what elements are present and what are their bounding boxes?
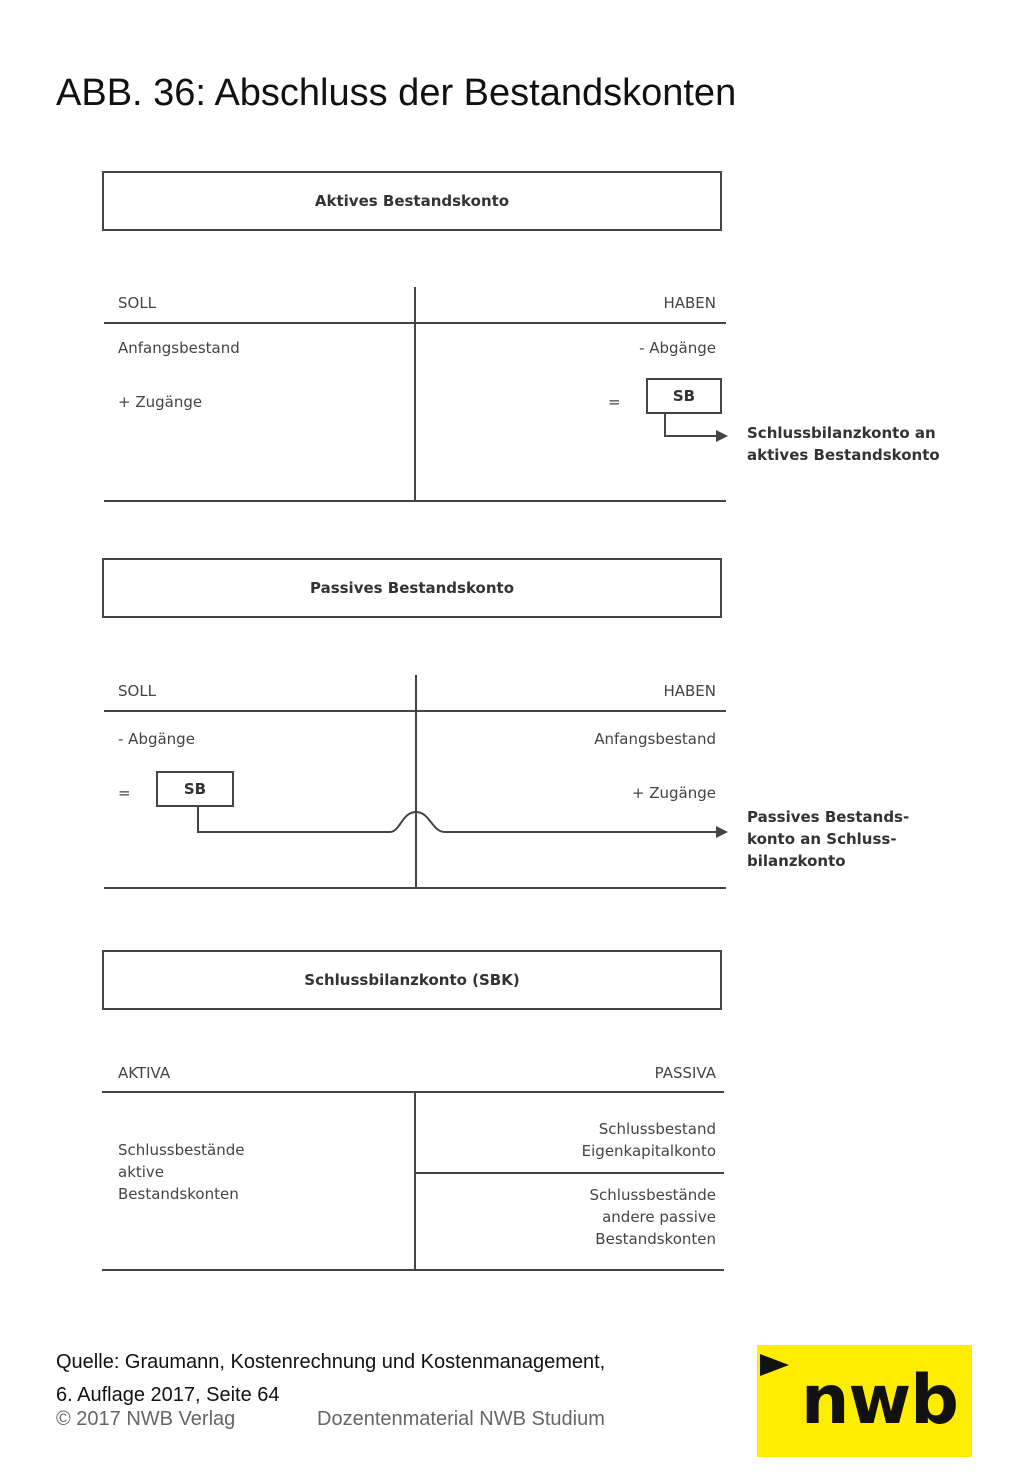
passiv-zugaenge: + Zugänge — [631, 784, 716, 802]
passiv-connector-line — [198, 806, 716, 832]
logo-triangle-icon — [757, 1351, 797, 1391]
aktiv-sb-label: SB — [672, 387, 696, 405]
passiv-equals: = — [118, 784, 131, 802]
sbk-passiva-label: PASSIVA — [654, 1064, 716, 1082]
aktiv-arrow-label-line: Schlussbilanzkonto an — [747, 424, 936, 442]
aktiv-arrow-label-line: aktives Bestandskonto — [747, 446, 940, 464]
footer-copyright: © 2017 NWB Verlag — [56, 1408, 236, 1430]
passiv-arrow-label-line: Passives Bestands- — [747, 808, 910, 826]
aktiv-abgaenge: - Abgänge — [639, 339, 716, 357]
aktiv-equals: = — [608, 393, 621, 411]
sbk-header-label: Schlussbilanzkonto (SBK) — [304, 971, 520, 989]
passiv-sb-label: SB — [183, 780, 207, 798]
sbk-right-bottom-line: Bestandskonten — [595, 1230, 716, 1248]
sbk-right-bottom-line: andere passive — [602, 1208, 716, 1226]
aktiv-anfangsbestand: Anfangsbestand — [118, 339, 240, 357]
passiv-header-label: Passives Bestandskonto — [309, 579, 515, 597]
aktiv-haben-label: HABEN — [663, 294, 716, 312]
sbk-left-line: Bestandskonten — [118, 1185, 239, 1203]
passiv-arrow-label-line: bilanzkonto — [747, 852, 846, 870]
sbk-left-line: Schlussbestände — [118, 1141, 245, 1159]
aktiv-arrowhead — [716, 430, 728, 442]
sbk-right-bottom-line: Schlussbestände — [589, 1186, 716, 1204]
sbk-left-line: aktive — [118, 1163, 165, 1181]
passiv-anfangsbestand: Anfangsbestand — [594, 730, 716, 748]
sbk-right-top-line: Schlussbestand — [598, 1120, 716, 1138]
passiv-abgaenge: - Abgänge — [118, 730, 195, 748]
aktiv-soll-label: SOLL — [118, 294, 157, 312]
aktiv-connector-line — [665, 414, 716, 436]
passiv-soll-label: SOLL — [118, 682, 157, 700]
passiv-arrow-label-line: konto an Schluss- — [747, 830, 897, 848]
aktiv-header-label: Aktives Bestandskonto — [314, 192, 510, 210]
aktiv-zugaenge: + Zugänge — [118, 393, 203, 411]
nwb-logo — [757, 1345, 972, 1457]
source-line-1: Quelle: Graumann, Kostenrechnung und Kostenmanagement, — [56, 1351, 606, 1373]
sbk-aktiva-label: AKTIVA — [118, 1064, 171, 1082]
passiv-arrowhead — [716, 826, 728, 838]
page-title: ABB. 36: Abschluss der Bestandskonten — [56, 72, 737, 114]
source-line-2: 6. Auflage 2017, Seite 64 — [56, 1384, 280, 1406]
footer-material: Dozentenmaterial NWB Studium — [317, 1408, 605, 1430]
passiv-haben-label: HABEN — [663, 682, 716, 700]
sbk-right-top-line: Eigenkapitalkonto — [581, 1142, 716, 1160]
logo-text: nwb — [801, 1361, 958, 1440]
